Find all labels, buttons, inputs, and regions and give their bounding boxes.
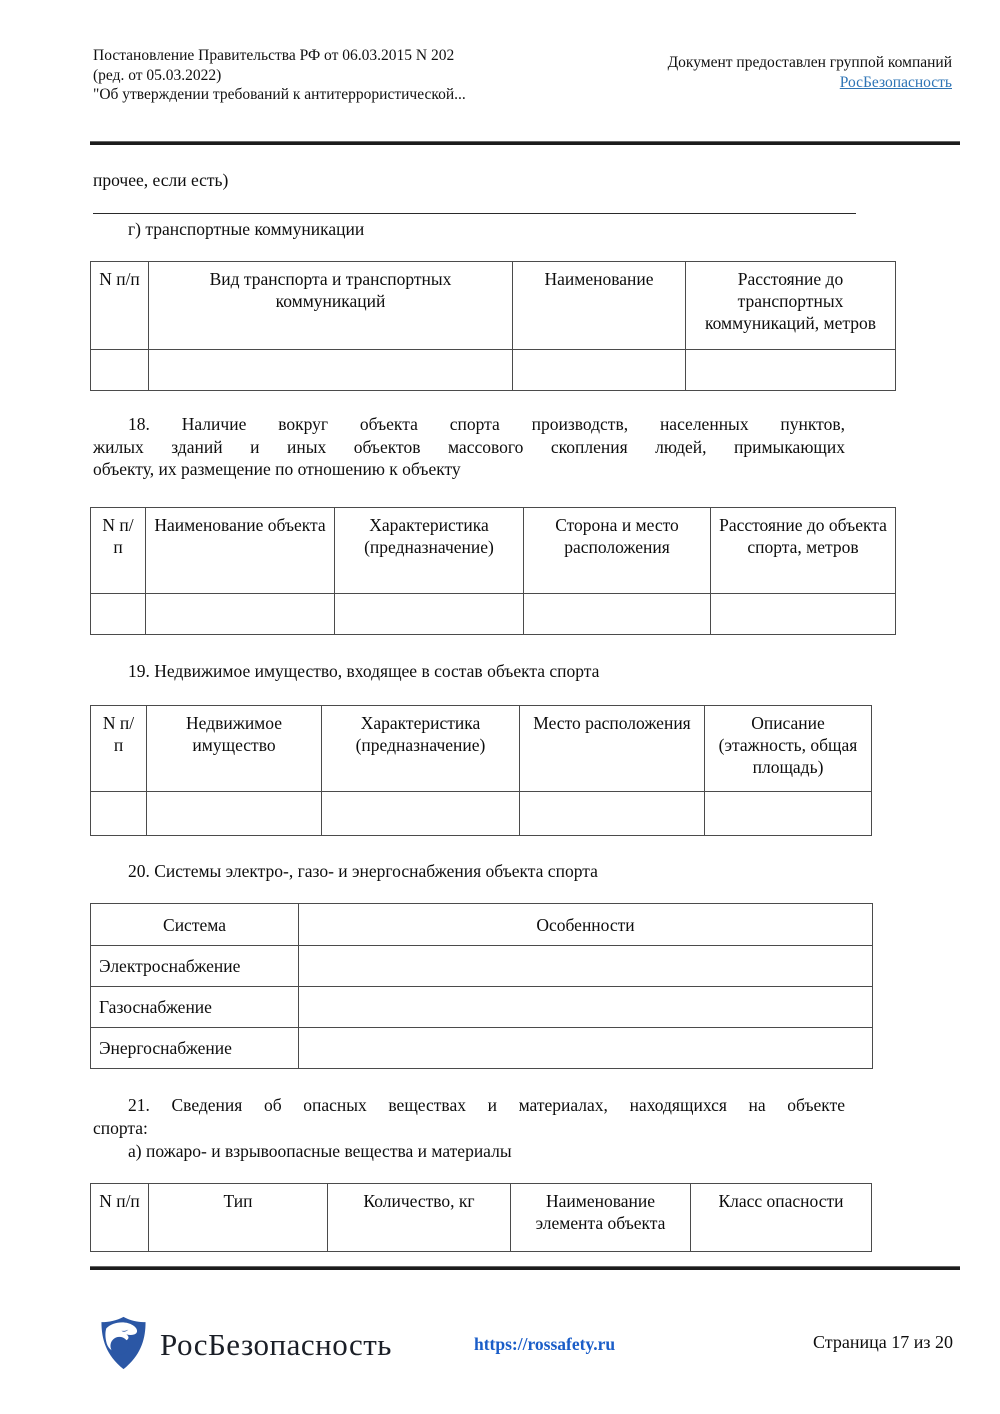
empty-cell: [91, 594, 146, 635]
document-title-line3: "Об утверждении требований к антитеррористической...: [93, 86, 466, 103]
table-row: [91, 987, 873, 1028]
page-indicator: Страница 17 из 20: [813, 1332, 953, 1352]
systems-table: [90, 903, 873, 1069]
transport-table-header-row: [91, 262, 896, 350]
header-divider: [90, 141, 960, 145]
column-header: N п/п: [91, 508, 146, 594]
clause-19-text: 19. Недвижимое имущество, входящее в состав объекта спорта: [128, 661, 600, 681]
table-row: [91, 594, 896, 635]
empty-cell: [146, 594, 335, 635]
empty-cell: [711, 594, 896, 635]
hazmat-table: [90, 1183, 872, 1252]
footer-divider: [90, 1266, 960, 1270]
column-header: N п/п: [91, 1184, 149, 1252]
empty-cell: [524, 594, 711, 635]
surroundings-table: [90, 507, 896, 635]
empty-cell: [91, 792, 147, 836]
provider-link[interactable]: РосБезопасность: [839, 74, 952, 91]
table-row: [91, 792, 872, 836]
column-header: Характеристика (предназначение): [335, 508, 524, 594]
empty-cell: [705, 792, 872, 836]
clause-20-text: 20. Системы электро-, газо- и энергоснабжения объекта спорта: [128, 861, 598, 881]
document-title: [93, 46, 563, 105]
realty-table-header-row: [91, 706, 872, 792]
clause-21-text: 21. Сведения об опасных веществах и материалах, находящихся на объекте спорта:: [93, 1095, 845, 1138]
empty-cell: [686, 350, 896, 391]
brand-name: РосБезопасность: [160, 1327, 392, 1362]
site-link[interactable]: https://rossafety.ru: [474, 1334, 616, 1354]
column-header: Система: [91, 904, 299, 946]
system-name-cell: Газоснабжение: [91, 987, 299, 1028]
clause-18-text: 18. Наличие вокруг объекта спорта производств, населенных пунктов, жилых зданий и иных объектов массового скопления людей, примыкающих объекту, их размещение по отношению к объекту: [93, 414, 845, 479]
transport-table: [90, 261, 896, 391]
empty-cell: [513, 350, 686, 391]
column-header: Тип: [149, 1184, 328, 1252]
column-header: Класс опасности: [691, 1184, 872, 1252]
clause-21a-text: а) пожаро- и взрывоопасные вещества и материалы: [128, 1141, 512, 1161]
document-title-line2: (ред. от 05.03.2022): [93, 66, 222, 84]
table-row: [91, 946, 873, 987]
column-header: Недвижимое имущество: [147, 706, 322, 792]
empty-cell: [299, 1028, 873, 1069]
empty-cell: [91, 350, 149, 391]
column-header: Место расположения: [520, 706, 705, 792]
empty-cell: [322, 792, 520, 836]
column-header: N п/п: [91, 262, 149, 350]
column-header: Характеристика (предназначение): [322, 706, 520, 792]
realty-table: [90, 705, 872, 836]
empty-cell: [299, 987, 873, 1028]
table-row: [91, 1028, 873, 1069]
empty-cell: [335, 594, 524, 635]
trailing-text: прочее, если есть): [93, 170, 229, 190]
provided-by-block: [560, 53, 952, 93]
blank-fill-line: [93, 196, 856, 214]
column-header: Описание (этажность, общая площадь): [705, 706, 872, 792]
document-title-line1: Постановление Правительства РФ от 06.03.2015 N 202: [93, 47, 455, 64]
column-header: Расстояние до транспортных коммуникаций, метров: [686, 262, 896, 350]
shield-eagle-logo-icon: [99, 1314, 148, 1372]
column-header: Наименование элемента объекта: [511, 1184, 691, 1252]
system-name-cell: Электроснабжение: [91, 946, 299, 987]
systems-table-header-row: [91, 904, 873, 946]
column-header: Расстояние до объекта спорта, метров: [711, 508, 896, 594]
column-header: Особенности: [299, 904, 873, 946]
system-name-cell: Энергоснабжение: [91, 1028, 299, 1069]
empty-cell: [149, 350, 513, 391]
column-header: Вид транспорта и транспортных коммуникаций: [149, 262, 513, 350]
column-header: Наименование объекта: [146, 508, 335, 594]
hazmat-table-header-row: [91, 1184, 872, 1252]
column-header: Наименование: [513, 262, 686, 350]
table-row: [91, 350, 896, 391]
provided-by-label: Документ предоставлен группой компаний: [667, 54, 952, 71]
column-header: N п/п: [91, 706, 147, 792]
column-header: Сторона и место расположения: [524, 508, 711, 594]
empty-cell: [520, 792, 705, 836]
column-header: Количество, кг: [328, 1184, 511, 1252]
empty-cell: [299, 946, 873, 987]
empty-cell: [147, 792, 322, 836]
subitem-g-label: г) транспортные коммуникации: [128, 219, 365, 239]
surroundings-table-header-row: [91, 508, 896, 594]
